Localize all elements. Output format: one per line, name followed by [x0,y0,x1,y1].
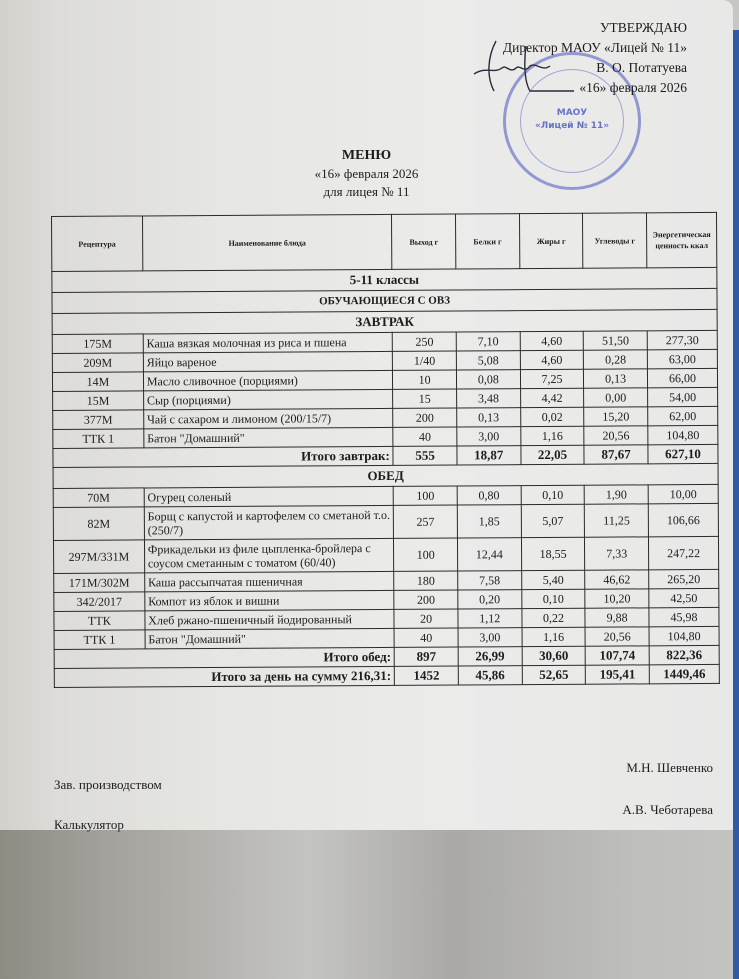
carbs-cell: 51,50 [584,331,648,350]
recipe-code-cell: 70М [53,488,144,508]
fat-cell: 4,60 [520,331,584,350]
energy-cell: 265,20 [649,569,719,588]
total-output: 555 [393,446,457,465]
signature-name-calculator: А.В. Чеботарева [622,802,713,817]
carbs-cell: 10,20 [585,589,649,608]
dish-name-cell: Фрикадельки из филе цыпленка-бройлера с соусом сметанным с томатом (60/40) [144,538,394,573]
total-protein: 26,99 [458,647,522,666]
recipe-code-cell: 15М [53,391,144,411]
menu-table [51,212,720,688]
dish-name-cell: Каша рассыпчатая пшеничная [144,571,394,592]
stamp-line1: МАОУ [556,108,588,118]
protein-cell: 3,00 [458,628,522,647]
protein-cell: 5,08 [456,351,520,370]
output-cell: 100 [393,486,457,505]
header-fat: Жиры г [519,213,583,268]
output-cell: 40 [393,427,457,446]
carbs-cell: 46,62 [585,570,649,589]
protein-cell: 3,48 [457,389,521,408]
day-total-row [54,664,719,687]
energy-cell: 247,22 [648,536,718,569]
fat-cell: 18,55 [521,537,585,570]
dish-name-cell: Батон "Домашний" [145,628,395,649]
recipe-code-cell: 377М [53,410,144,430]
breakfast-rows [52,330,718,448]
fat-cell: 5,07 [521,504,585,537]
grade-row: 5-11 классы [52,267,717,292]
header-recipe: Рецептура [52,216,143,272]
carbs-cell: 20,56 [584,426,648,445]
recipe-code-cell: 297М/331М [53,540,144,574]
fat-cell: 5,40 [521,570,585,589]
protein-cell: 0,20 [458,590,522,609]
energy-cell: 63,00 [647,349,717,368]
paper-shadow [0,830,733,979]
header-dish-name: Наименование блюда [142,214,392,271]
total-carbs: 107,74 [585,646,649,665]
output-cell: 257 [394,505,458,538]
background-edge [733,30,739,979]
dish-name-cell: Батон "Домашний" [144,427,394,448]
recipe-code-cell: 14М [52,372,143,392]
output-cell: 250 [393,332,457,351]
lunch-section: ОБЕД [53,463,718,488]
energy-cell: 10,00 [648,484,718,503]
energy-cell: 42,50 [649,588,719,607]
fat-cell: 0,02 [520,407,584,426]
output-cell: 40 [394,628,458,647]
carbs-cell: 11,25 [585,504,649,537]
carbs-cell: 0,13 [584,369,648,388]
output-cell: 100 [394,538,458,571]
lunch-rows [53,484,719,649]
approval-date: «16» февраля 2026 [579,80,687,95]
group-row: ОБУЧАЮЩИЕСЯ С ОВЗ [52,288,717,313]
recipe-code-cell: ТТК 1 [53,429,144,449]
energy-cell: 106,66 [648,503,718,536]
stamp-line2: «Лицей № 11» [534,121,610,131]
recipe-code-cell: ТТК [54,611,145,631]
fat-cell: 0,10 [521,485,585,504]
total-label: Итого за день на сумму 216,31: [54,666,394,687]
energy-cell: 62,00 [648,406,718,425]
header-output: Выход г [392,214,456,269]
header-energy: Энергетическая ценность ккал [646,212,716,267]
total-energy: 822,36 [649,645,719,664]
table-row [53,536,718,573]
dish-name-cell: Хлеб ржано-пшеничный йодированный [145,609,395,630]
protein-cell: 12,44 [457,538,521,571]
output-cell: 200 [394,590,458,609]
total-protein: 45,86 [458,666,522,685]
carbs-cell: 1,90 [584,485,648,504]
table-row [53,503,718,540]
energy-cell: 104,80 [649,626,719,645]
dish-name-cell: Масло сливочное (порциями) [143,370,393,391]
recipe-code-cell: ТТК 1 [54,630,145,650]
total-fat: 22,05 [521,445,585,464]
header-carbs: Углеводы г [583,213,647,268]
total-carbs: 87,67 [584,445,648,464]
total-output: 897 [394,647,458,666]
recipe-code-cell: 342/2017 [54,592,145,612]
menu-title: МЕНЮ [341,148,392,163]
protein-cell: 7,58 [458,571,522,590]
carbs-cell: 7,33 [585,537,649,570]
dish-name-cell: Компот из яблок и вишни [145,590,395,611]
recipe-code-cell: 82М [53,507,144,541]
output-cell: 20 [394,609,458,628]
fat-cell: 7,25 [520,369,584,388]
signature-name-production: М.Н. Шевченко [626,760,713,775]
header-protein: Белки г [455,214,519,269]
carbs-cell: 0,00 [584,388,648,407]
menu-date: «16» февраля 2026 [314,166,419,181]
signature-icon [466,36,576,96]
total-energy: 627,10 [648,444,718,463]
protein-cell: 3,00 [457,427,521,446]
recipe-code-cell: 209М [52,353,143,373]
carbs-cell: 15,20 [584,407,648,426]
fat-cell: 0,22 [522,608,586,627]
energy-cell: 45,98 [649,607,719,626]
total-output: 1452 [395,666,459,685]
carbs-cell: 0,28 [584,350,648,369]
protein-cell: 0,80 [457,486,521,505]
energy-cell: 54,00 [648,387,718,406]
total-label: Итого завтрак: [53,446,393,467]
fat-cell: 1,16 [522,627,586,646]
menu-subtitle: для лицея № 11 [323,184,410,199]
total-carbs: 195,41 [586,665,650,684]
protein-cell: 1,12 [458,609,522,628]
total-fat: 30,60 [522,646,586,665]
energy-cell: 277,30 [647,330,717,349]
total-label: Итого обед: [54,647,394,668]
signature-role-production: Зав. производством [54,777,162,792]
dish-name-cell: Борщ с капустой и картофелем со сметаной т.о. (250/7) [144,505,394,540]
energy-cell: 104,80 [648,425,718,444]
fat-cell: 1,16 [520,426,584,445]
total-fat: 52,65 [522,665,586,684]
protein-cell: 7,10 [456,332,520,351]
total-energy: 1449,46 [649,664,719,683]
protein-cell: 0,13 [457,408,521,427]
signature-role-calculator: Калькулятор [54,817,124,832]
carbs-cell: 20,56 [585,627,649,646]
carbs-cell: 9,88 [585,608,649,627]
approval-name: В. О. Потатуева [596,60,687,75]
approval-title: УТВЕРЖДАЮ [599,20,687,35]
output-cell: 200 [393,408,457,427]
output-cell: 15 [393,389,457,408]
protein-cell: 0,08 [456,370,520,389]
fat-cell: 4,60 [520,350,584,369]
output-cell: 10 [393,370,457,389]
dish-name-cell: Каша вязкая молочная из риса и пшена [143,332,393,353]
fat-cell: 0,10 [521,589,585,608]
total-protein: 18,87 [457,446,521,465]
breakfast-section: ЗАВТРАК [52,309,717,334]
dish-name-cell: Яйцо вареное [143,351,393,372]
recipe-code-cell: 175М [52,334,143,354]
dish-name-cell: Чай с сахаром и лимоном (200/15/7) [143,408,393,429]
protein-cell: 1,85 [457,505,521,538]
dish-name-cell: Сыр (порциями) [143,389,393,410]
energy-cell: 66,00 [647,368,717,387]
recipe-code-cell: 171М/302М [54,573,145,593]
approval-position: Директор МАОУ «Лицей № 11» [502,40,687,55]
table-header-row [52,212,717,271]
dish-name-cell: Огурец соленый [144,486,394,507]
output-cell: 1/40 [393,351,457,370]
fat-cell: 4,42 [520,388,584,407]
output-cell: 180 [394,571,458,590]
